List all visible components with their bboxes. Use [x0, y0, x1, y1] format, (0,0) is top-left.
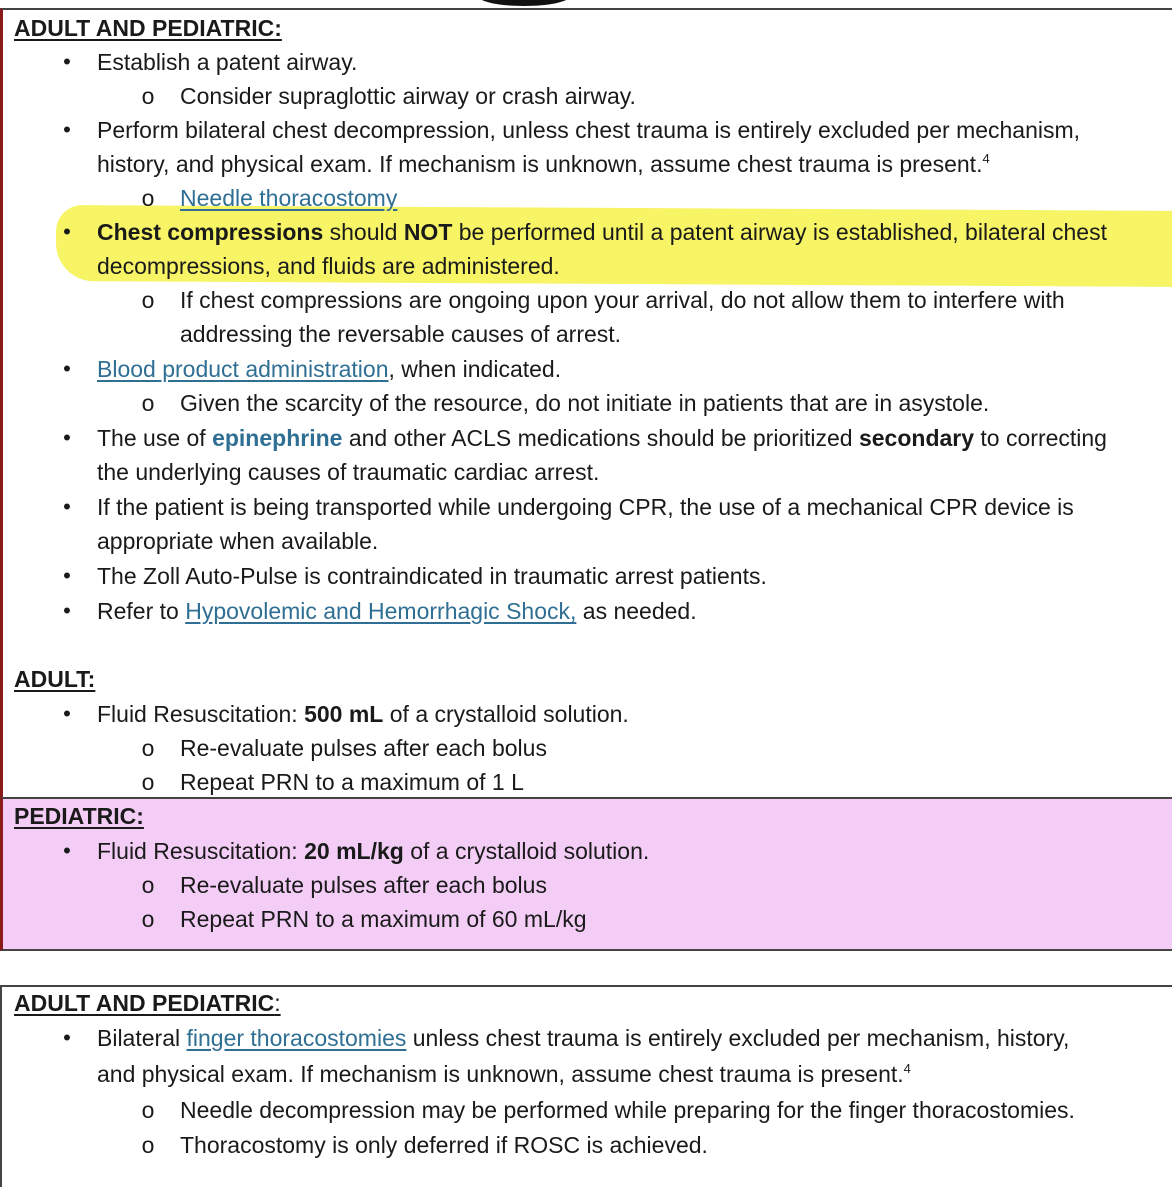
blood-product-link[interactable]: Blood product administration [97, 356, 389, 382]
list-item-compressions-line1: Chest compressions should NOT be performed until a patent airway is established, bilateral chest [97, 219, 1107, 245]
bullet: • [63, 838, 71, 863]
sub-item-adult-repeat: Repeat PRN to a maximum of 1 L [180, 769, 524, 795]
list-item-refer: Refer to Hypovolemic and Hemorrhagic Shock, as needed. [97, 598, 697, 624]
list-item-epinephrine-line1: The use of epinephrine and other ACLS medications should be prioritized secondary to correcting [97, 425, 1107, 451]
sub-bullet: o [141, 872, 155, 898]
sub-bullet: o [141, 287, 155, 313]
sub-bullet: o [141, 735, 155, 761]
sub-item-rosc: Thoracostomy is only deferred if ROSC is achieved. [180, 1132, 708, 1158]
bullet: • [63, 356, 71, 381]
sub-bullet: o [141, 185, 155, 211]
bullet: • [63, 563, 71, 588]
footnote-ref: 4 [903, 1061, 911, 1076]
sub-item-pediatric-reevaluate: Re-evaluate pulses after each bolus [180, 872, 547, 898]
list-item-cpr-line2: appropriate when available. [97, 528, 379, 554]
bullet: • [63, 425, 71, 450]
list-item-epinephrine-line2: the underlying causes of traumatic cardiac arrest. [97, 459, 600, 485]
list-item-decompression-line1: Perform bilateral chest decompression, unless chest trauma is entirely excluded per mechanism, [97, 117, 1081, 143]
sub-item-needle-decompression: Needle decompression may be performed while preparing for the finger thoracostomies. [180, 1097, 1075, 1123]
sub-bullet: o [141, 1132, 155, 1158]
bullet: • [63, 701, 71, 726]
sub-item-adult-reevaluate: Re-evaluate pulses after each bolus [180, 735, 547, 761]
section-heading-pediatric: PEDIATRIC: [14, 803, 144, 829]
sub-bullet: o [141, 83, 155, 109]
finger-thoracostomies-link[interactable]: finger thoracostomies [186, 1025, 407, 1051]
bullet: • [63, 49, 71, 74]
list-item-airway: Establish a patent airway. [97, 49, 358, 75]
section-heading-adult-pediatric: ADULT AND PEDIATRIC: [14, 15, 282, 41]
sub-bullet: o [141, 1097, 155, 1123]
section-heading-adult-pediatric-2: ADULT AND PEDIATRIC: [14, 990, 281, 1016]
bullet: • [63, 117, 71, 142]
bullet: • [63, 598, 71, 623]
list-item-finger-line1: Bilateral finger thoracostomies unless chest trauma is entirely excluded per mechanism, history, [97, 1025, 1070, 1051]
list-item-cpr-line1: If the patient is being transported while undergoing CPR, the use of a mechanical CPR device is [97, 494, 1074, 520]
list-item-compressions-line2: decompressions, and fluids are administered. [97, 253, 560, 279]
sub-bullet: o [141, 906, 155, 932]
sub-item-pediatric-repeat: Repeat PRN to a maximum of 60 mL/kg [180, 906, 587, 932]
sub-bullet: o [141, 390, 155, 416]
hypovolemic-shock-link[interactable]: Hypovolemic and Hemorrhagic Shock, [185, 598, 577, 624]
list-item-finger-line2: and physical exam. If mechanism is unknown, assume chest trauma is present.$^4$ [97, 1061, 911, 1087]
needle-thoracostomy-link[interactable]: Needle thoracostomy [180, 185, 398, 211]
footnote-ref: 4 [982, 151, 990, 166]
bullet: • [63, 1025, 71, 1050]
cropped-header-mark [478, 0, 570, 6]
sub-item-blood: Given the scarcity of the resource, do not initiate in patients that are in asystole. [180, 390, 990, 416]
bullet: • [63, 219, 71, 244]
sub-item-airway: Consider supraglottic airway or crash airway. [180, 83, 636, 109]
sub-item-compressions-line1: If chest compressions are ongoing upon your arrival, do not allow them to interfere with [180, 287, 1065, 313]
list-item-pediatric-fluid: Fluid Resuscitation: 20 mL/kg of a crystalloid solution. [97, 838, 650, 864]
bullet: • [63, 494, 71, 519]
list-item-decompression-line2: history, and physical exam. If mechanism is unknown, assume chest trauma is present.$^4$ [97, 151, 990, 177]
section-heading-adult: ADULT: [14, 666, 96, 692]
sub-bullet: o [141, 769, 155, 795]
sub-item-compressions-line2: addressing the reversable causes of arrest. [180, 321, 622, 347]
list-item-blood: Blood product administration, when indicated. [97, 356, 562, 382]
list-item-adult-fluid: Fluid Resuscitation: 500 mL of a crystalloid solution. [97, 701, 629, 727]
list-item-zoll: The Zoll Auto-Pulse is contraindicated in traumatic arrest patients. [97, 563, 767, 589]
